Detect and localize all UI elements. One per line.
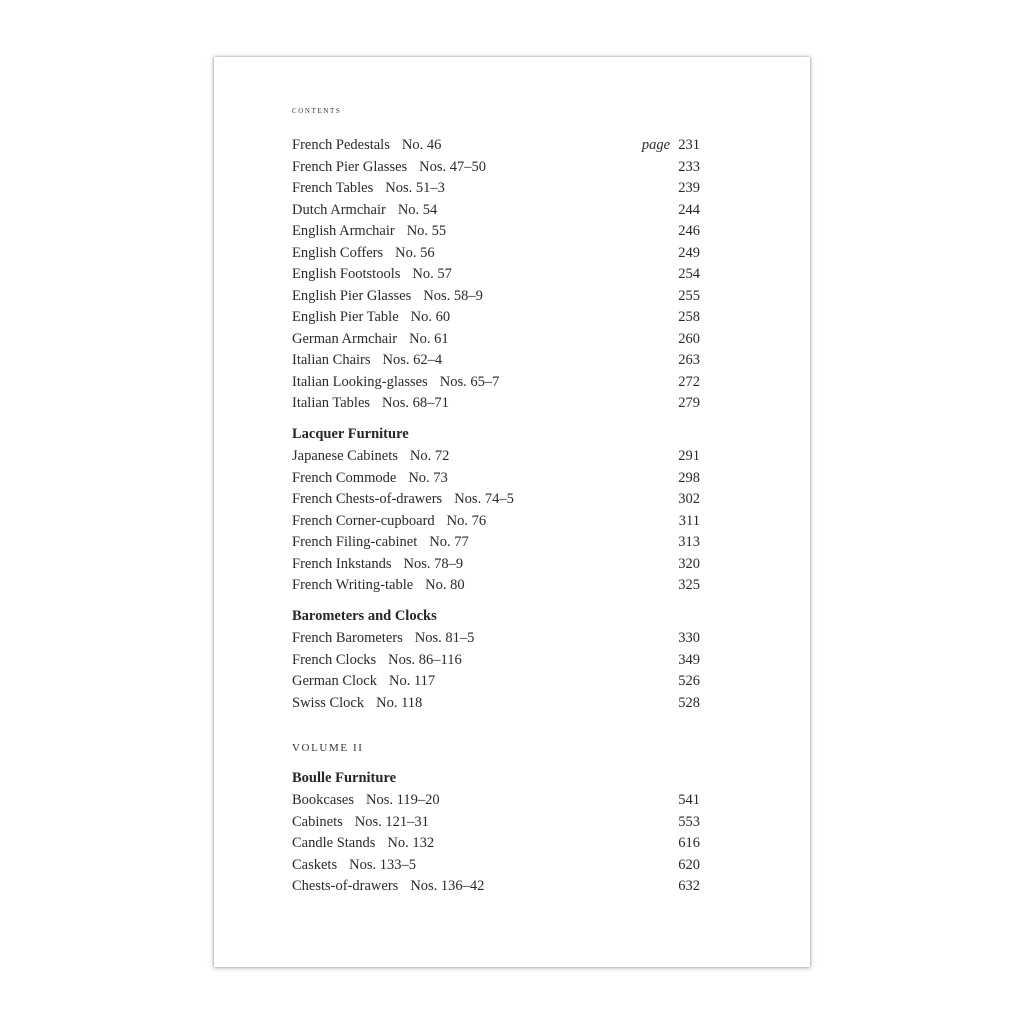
entry-numbers: Nos. 136–42 — [410, 878, 485, 894]
entry-title: Italian Tables — [292, 395, 371, 411]
toc-entry — [292, 221, 700, 243]
entry-page: 616 — [678, 835, 700, 851]
entry-numbers: No. 46 — [401, 137, 442, 153]
toc-entry — [292, 532, 700, 554]
toc-entry — [292, 329, 700, 351]
toc-entry — [292, 575, 700, 597]
entry-numbers: Nos. 51–3 — [385, 180, 445, 196]
entry-numbers: Nos. 121–31 — [354, 813, 429, 830]
entry-page: 260 — [678, 330, 700, 347]
entry-numbers: Nos. 47–50 — [419, 158, 487, 175]
entry-title: Japanese Cabinets — [292, 448, 398, 464]
toc-entry — [292, 489, 700, 511]
entry-numbers: Nos. 74–5 — [454, 491, 514, 507]
toc-entry — [292, 812, 700, 834]
entry-title: English Armchair — [292, 223, 395, 239]
entry-numbers: No. 61 — [409, 330, 449, 347]
toc-entry — [292, 693, 700, 715]
toc-entry — [292, 372, 700, 394]
toc-entry — [292, 135, 700, 157]
entry-page: 302 — [678, 491, 700, 507]
toc-entry — [292, 307, 700, 329]
entry-numbers: No. 56 — [395, 244, 435, 261]
page-label: page — [641, 137, 670, 153]
entry-title: French Commode — [292, 469, 397, 486]
entry-numbers: No. 57 — [412, 266, 452, 282]
entry-page: 255 — [678, 287, 700, 304]
entry-page: 541 — [678, 792, 700, 808]
entry-numbers: Nos. 62–4 — [382, 352, 443, 368]
toc-entry — [292, 350, 700, 372]
entry-numbers: No. 132 — [387, 835, 435, 851]
entry-numbers: No. 54 — [397, 201, 438, 218]
entry-numbers: Nos. 78–9 — [403, 555, 464, 572]
entry-title: German Clock — [292, 673, 377, 689]
entry-page: 244 — [678, 201, 700, 218]
entry-numbers: No. 80 — [425, 577, 465, 593]
entry-title: English Coffers — [292, 244, 384, 261]
entry-page: 349 — [678, 651, 700, 668]
toc-entry — [292, 650, 700, 672]
entry-numbers: Nos. 86–116 — [388, 651, 462, 668]
toc-entry — [292, 264, 700, 286]
entry-title: Cabinets — [292, 813, 343, 830]
section-title-boulle: Boulle Furniture — [292, 770, 397, 786]
volume-heading: VOLUME II — [292, 742, 364, 754]
entry-numbers: Nos. 68–71 — [382, 395, 449, 411]
entry-title: French Inkstands — [292, 555, 392, 572]
entry-title: English Pier Glasses — [292, 287, 412, 304]
entry-page: 279 — [678, 395, 700, 411]
entry-numbers: Nos. 81–5 — [414, 630, 475, 646]
entry-page: 249 — [678, 244, 700, 261]
entry-title: French Pier Glasses — [292, 158, 408, 175]
toc-entry — [292, 833, 700, 855]
toc-entry — [292, 554, 700, 576]
entry-page: 528 — [678, 694, 700, 711]
entry-page: 239 — [678, 180, 700, 196]
entry-title: Italian Chairs — [292, 352, 371, 368]
toc-entry — [292, 628, 700, 650]
entry-page: 620 — [678, 856, 700, 873]
entry-page: 254 — [678, 266, 700, 282]
entry-title: Swiss Clock — [292, 694, 365, 711]
toc-entry — [292, 790, 700, 812]
entry-title: English Footstools — [292, 266, 401, 282]
entry-title: French Writing-table — [292, 577, 414, 593]
entry-numbers: Nos. 58–9 — [423, 287, 483, 304]
entry-page: 231 — [678, 137, 700, 153]
entry-page: 526 — [678, 673, 700, 689]
entry-numbers: No. 77 — [429, 534, 469, 550]
entry-page: 553 — [678, 813, 700, 830]
entry-title: Bookcases — [292, 792, 355, 808]
entry-title: Italian Looking-glasses — [292, 373, 428, 390]
toc-entry — [292, 200, 700, 222]
toc-entry — [292, 876, 700, 898]
entry-numbers: No. 117 — [388, 673, 436, 689]
entry-numbers: Nos. 65–7 — [439, 373, 500, 390]
toc-entry — [292, 178, 700, 200]
entry-title: French Barometers — [292, 630, 403, 646]
entry-numbers: Nos. 133–5 — [349, 856, 416, 873]
toc-entry — [292, 446, 700, 468]
toc-entry — [292, 468, 700, 490]
entry-numbers: No. 73 — [408, 469, 448, 486]
entry-title: Chests-of-drawers — [292, 878, 399, 894]
entry-page: 325 — [678, 577, 700, 593]
toc-entry — [292, 157, 700, 179]
section-title-lacquer: Lacquer Furniture — [292, 426, 409, 442]
toc-entry — [292, 393, 700, 415]
entry-page: 298 — [678, 469, 700, 486]
entry-numbers: Nos. 119–20 — [366, 792, 440, 808]
entry-page: 320 — [678, 555, 700, 572]
toc-entry — [292, 243, 700, 265]
entry-numbers: No. 76 — [446, 512, 487, 529]
entry-title: Candle Stands — [292, 835, 376, 851]
entry-numbers: No. 55 — [406, 223, 447, 239]
toc-entry — [292, 511, 700, 533]
entry-page: 330 — [678, 630, 700, 646]
entry-title: German Armchair — [292, 330, 398, 347]
entry-page: 311 — [678, 512, 700, 529]
entry-title: English Pier Table — [292, 309, 399, 325]
entry-title: Dutch Armchair — [292, 201, 386, 218]
entry-page: 272 — [678, 373, 700, 390]
section-title-barometers: Barometers and Clocks — [292, 608, 437, 624]
toc-entry — [292, 671, 700, 693]
entry-title: French Pedestals — [292, 137, 390, 153]
entry-page: 263 — [678, 352, 700, 368]
entry-title: French Corner-cupboard — [292, 512, 435, 529]
toc-entry — [292, 286, 700, 308]
toc-entry — [292, 855, 700, 877]
entry-numbers: No. 60 — [410, 309, 451, 325]
entry-page: 246 — [678, 223, 700, 239]
entry-page: 291 — [678, 448, 700, 464]
entry-numbers: No. 72 — [409, 448, 450, 464]
entry-page: 632 — [678, 878, 700, 894]
running-head: contents — [292, 105, 342, 116]
entry-title: French Filing-cabinet — [292, 534, 418, 550]
entry-numbers: No. 118 — [376, 694, 423, 711]
book-page — [214, 57, 810, 967]
entry-title: French Chests-of-drawers — [292, 491, 443, 507]
entry-title: French Tables — [292, 180, 374, 196]
entry-page: 258 — [678, 309, 700, 325]
entry-page: 313 — [678, 534, 700, 550]
entry-page: 233 — [678, 158, 700, 175]
entry-title: Caskets — [292, 856, 338, 873]
entry-title: French Clocks — [292, 651, 377, 668]
